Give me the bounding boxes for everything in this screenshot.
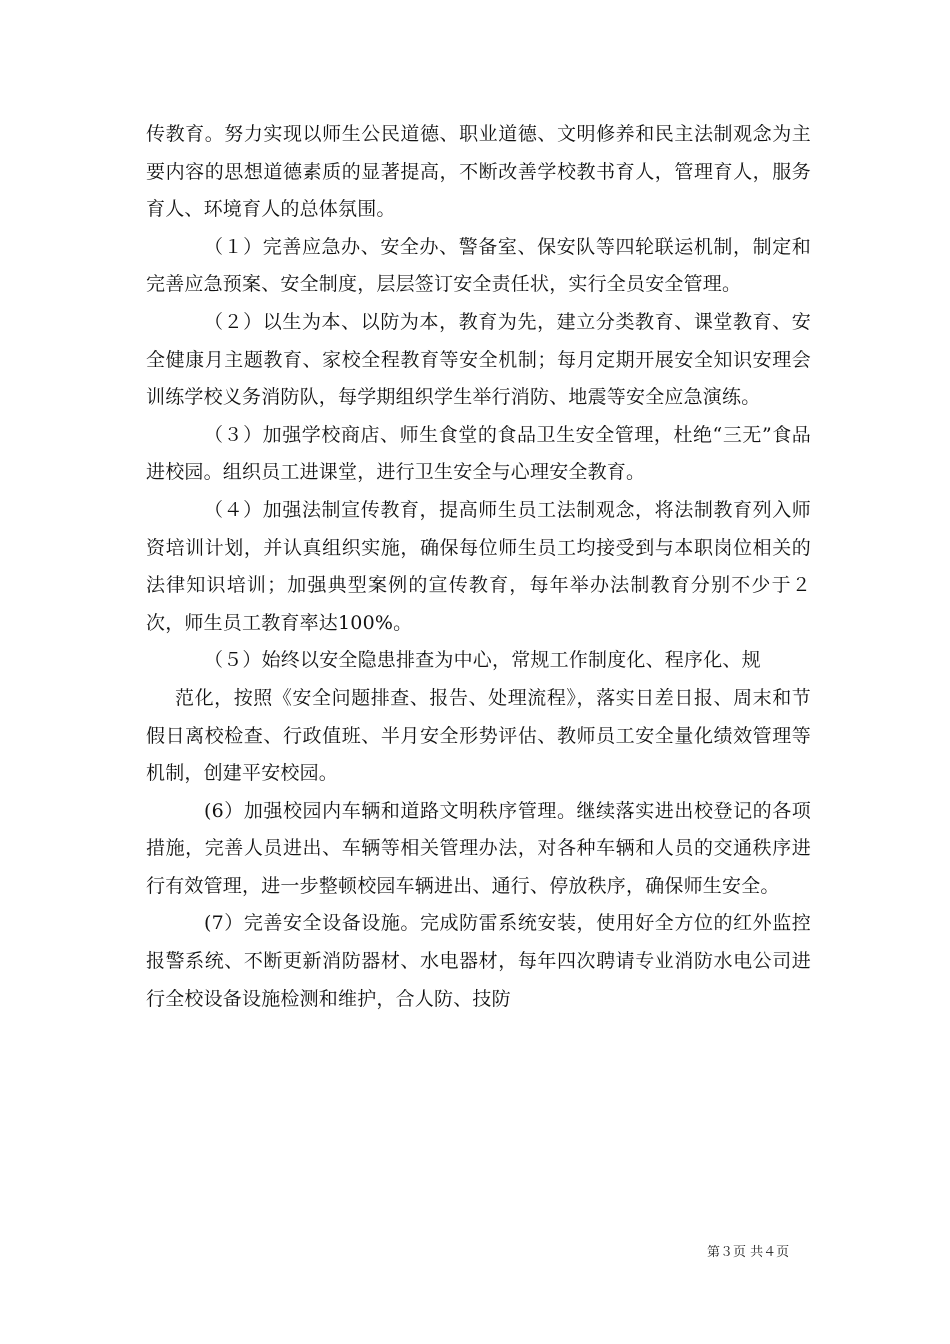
paragraph-item-5: （５）始终以安全隐患排查为中心，常规工作制度化、程序化、规 [204, 649, 761, 672]
paragraph-item-4: （４）加强法制宣传教育，提高师生员工法制观念，将法制教育列入师资培训计划，并认真组织实施，确保每位师生员工均接受到与本职岗位相关的法律知识培训；加强典型案例的宣传教育，每年举办法制教育分别不少于２次，师生员工教育率达100%。 [146, 498, 811, 634]
page-number: 第３页 共４页 [707, 1245, 790, 1260]
paragraph-item-1: （１）完善应急办、安全办、警备室、保安队等四轮联运机制，制定和完善应急预案、安全制度，层层签订安全责任状，实行全员安全管理。 [146, 235, 811, 296]
paragraph-item-5-continued: 范化，按照《安全问题排查、报告、处理流程》，落实日差日报、周末和节假日离校检查、行政值班、半月安全形势评估、教师员工安全量化绩效管理等机制，创建平安校园。 [146, 686, 811, 785]
paragraph-item-2: （２）以生为本、以防为本，教育为先，建立分类教育、课堂教育、安全健康月主题教育、家校全程教育等安全机制；每月定期开展安全知识安理会训练学校义务消防队，每学期组织学生举行消防、地震等安全应急演练。 [146, 310, 811, 409]
document-body [146, 116, 811, 1018]
paragraph-item-7: (7）完善安全设备设施。完成防雷系统安装，使用好全方位的红外监控报警系统、不断更新消防器材、水电器材，每年四次聘请专业消防水电公司进行全校设备设施检测和维护，合人防、技防 [146, 912, 811, 1010]
paragraph-item-6: (6）加强校园内车辆和道路文明秩序管理。继续落实进出校登记的各项措施，完善人员进出、车辆等相关管理办法，对各种车辆和人员的交通秩序进行有效管理，进一步整顿校园车辆进出、通行、停放秩序，确保师生安全。 [146, 799, 811, 897]
paragraph-item-3: （３）加强学校商店、师生食堂的食品卫生安全管理，杜绝“三无”食品进校园。组织员工进课堂，进行卫生安全与心理安全教育。 [146, 423, 811, 484]
paragraph-continuation: 传教育。努力实现以师生公民道德、职业道德、文明修养和民主法制观念为主要内容的思想道德素质的显著提高，不断改善学校教书育人，管理育人，服务育人、环境育人的总体氛围。 [146, 123, 811, 221]
